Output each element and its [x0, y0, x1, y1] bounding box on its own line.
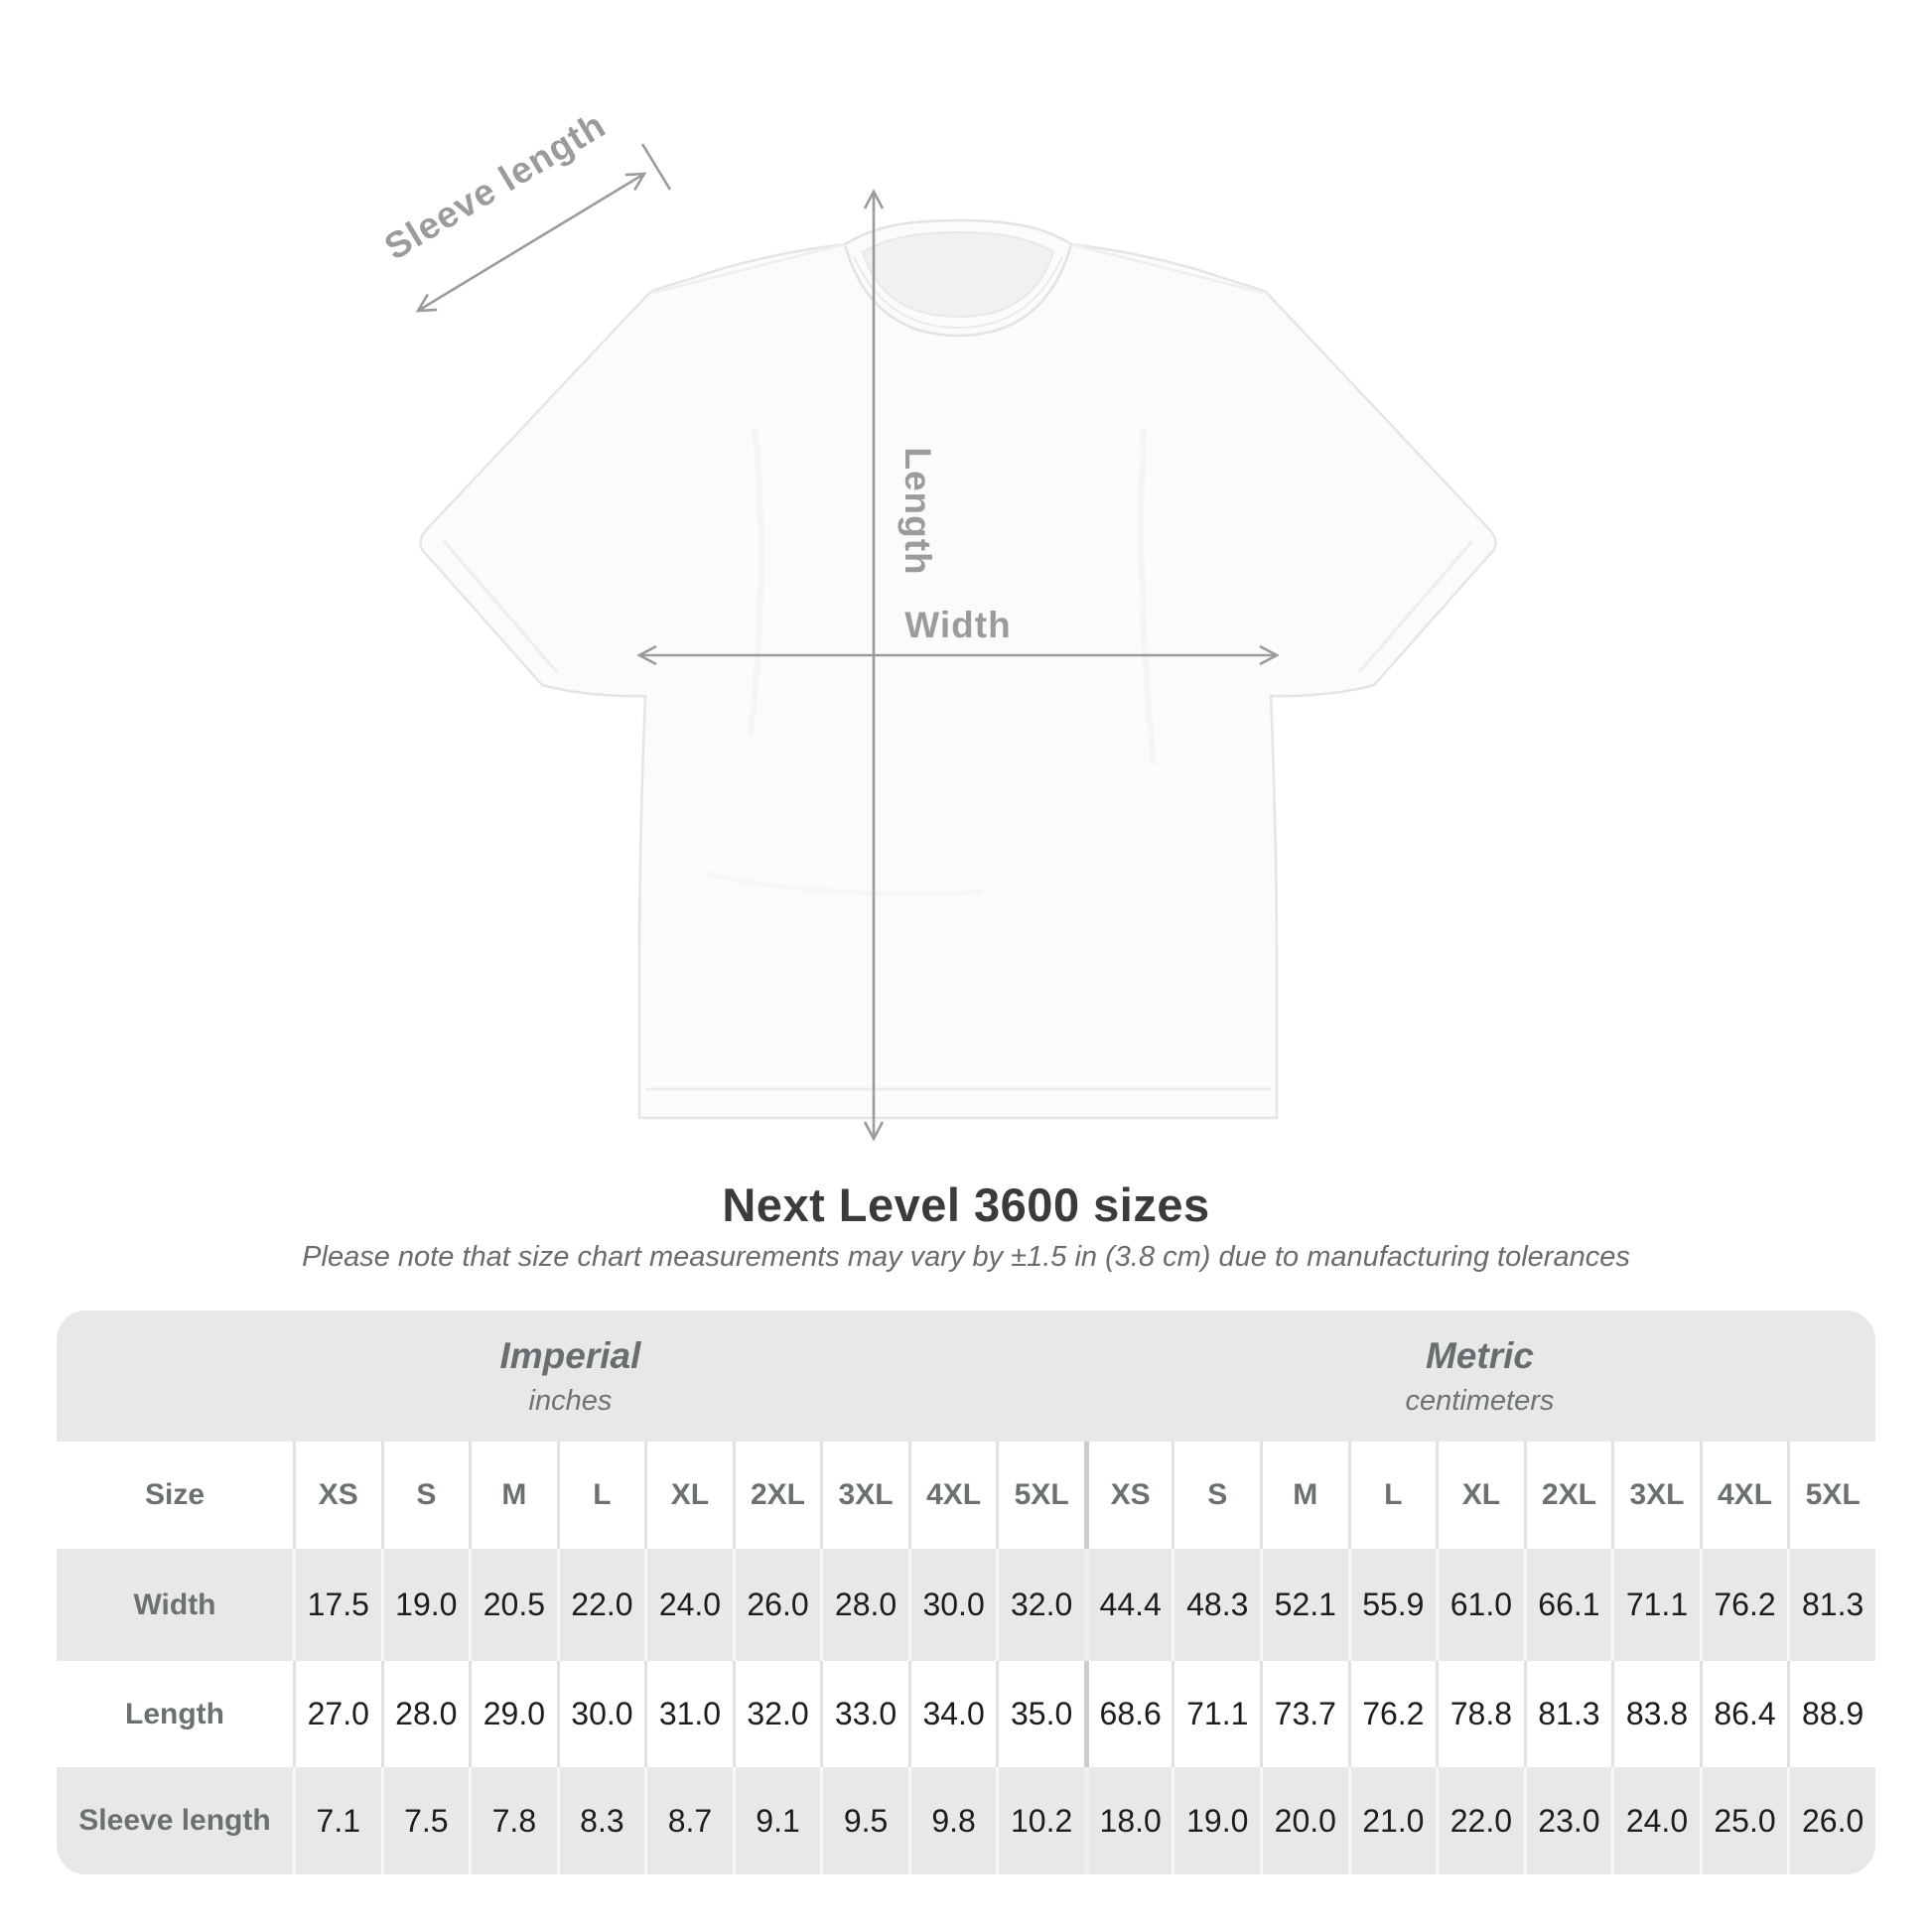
size-col-header: 4XL	[1700, 1442, 1788, 1549]
size-col-header: XS	[293, 1442, 381, 1549]
imperial-label: Imperial	[499, 1334, 641, 1376]
value-cell: 83.8	[1611, 1661, 1700, 1767]
table-row-length	[57, 1661, 1875, 1767]
size-col-header: XL	[1436, 1442, 1524, 1549]
size-col-header: XS	[1084, 1442, 1173, 1549]
value-cell: 18.0	[1084, 1767, 1173, 1874]
value-cell: 76.2	[1348, 1661, 1437, 1767]
value-cell: 52.1	[1260, 1549, 1348, 1661]
value-cell: 7.1	[293, 1767, 381, 1874]
size-col-header: S	[1172, 1442, 1260, 1549]
value-cell: 66.1	[1524, 1549, 1612, 1661]
value-cell: 21.0	[1348, 1767, 1437, 1874]
size-col-header: 5XL	[996, 1442, 1084, 1549]
metric-group-header	[1084, 1311, 1875, 1442]
size-col-header: M	[469, 1442, 557, 1549]
value-cell: 9.1	[733, 1767, 821, 1874]
value-cell: 28.0	[381, 1661, 470, 1767]
size-col-header: 5XL	[1787, 1442, 1875, 1549]
value-cell: 71.1	[1172, 1661, 1260, 1767]
value-cell: 61.0	[1436, 1549, 1524, 1661]
size-col-header: 3XL	[1611, 1442, 1700, 1549]
value-cell: 22.0	[1436, 1767, 1524, 1874]
value-cell: 73.7	[1260, 1661, 1348, 1767]
value-cell: 19.0	[381, 1549, 470, 1661]
value-cell: 8.7	[644, 1767, 733, 1874]
value-cell: 35.0	[996, 1661, 1084, 1767]
page-title: Next Level 3600 sizes	[722, 1178, 1210, 1231]
value-cell: 33.0	[820, 1661, 908, 1767]
value-cell: 22.0	[557, 1549, 645, 1661]
value-cell: 7.8	[469, 1767, 557, 1874]
imperial-unit: inches	[528, 1384, 613, 1417]
value-cell: 30.0	[557, 1661, 645, 1767]
row-label: Sleeve length	[57, 1767, 293, 1874]
value-cell: 81.3	[1524, 1661, 1612, 1767]
value-cell: 19.0	[1172, 1767, 1260, 1874]
imperial-group-header	[57, 1311, 1084, 1442]
value-cell: 27.0	[293, 1661, 381, 1767]
metric-label: Metric	[1425, 1334, 1534, 1376]
value-cell: 88.9	[1787, 1661, 1875, 1767]
value-cell: 78.8	[1436, 1661, 1524, 1767]
value-cell: 31.0	[644, 1661, 733, 1767]
size-col-header: 4XL	[908, 1442, 997, 1549]
value-cell: 26.0	[733, 1549, 821, 1661]
value-cell: 48.3	[1172, 1549, 1260, 1661]
row-label: Length	[57, 1661, 293, 1767]
value-cell: 20.0	[1260, 1767, 1348, 1874]
tolerance-note: Please note that size chart measurements may vary by ±1.5 in (3.8 cm) due to manufacturing tolerances	[302, 1241, 1630, 1273]
value-cell: 9.8	[908, 1767, 997, 1874]
value-cell: 24.0	[644, 1549, 733, 1661]
value-cell: 23.0	[1524, 1767, 1612, 1874]
length-label: Length	[897, 447, 938, 576]
sleeve-dimension-tick	[642, 144, 670, 190]
row-label: Width	[57, 1549, 293, 1661]
size-col-header: 2XL	[733, 1442, 821, 1549]
size-col-header: 3XL	[820, 1442, 908, 1549]
sleeve-length-label: Sleeve length	[377, 103, 613, 268]
value-cell: 7.5	[381, 1767, 470, 1874]
value-cell: 86.4	[1700, 1661, 1788, 1767]
value-cell: 44.4	[1084, 1549, 1173, 1661]
value-cell: 34.0	[908, 1661, 997, 1767]
value-cell: 32.0	[733, 1661, 821, 1767]
value-cell: 24.0	[1611, 1767, 1700, 1874]
size-col-header: M	[1260, 1442, 1348, 1549]
size-col-header: L	[557, 1442, 645, 1549]
value-cell: 20.5	[469, 1549, 557, 1661]
value-cell: 17.5	[293, 1549, 381, 1661]
unit-group-row	[57, 1311, 1875, 1442]
size-col-header: L	[1348, 1442, 1437, 1549]
metric-unit: centimeters	[1405, 1384, 1555, 1417]
value-cell: 8.3	[557, 1767, 645, 1874]
tshirt-graphic	[420, 220, 1495, 1118]
size-col-header: 2XL	[1524, 1442, 1612, 1549]
value-cell: 30.0	[908, 1549, 997, 1661]
table-row-sleeve-length	[57, 1767, 1875, 1874]
size-col-header: XL	[644, 1442, 733, 1549]
value-cell: 29.0	[469, 1661, 557, 1767]
value-cell: 68.6	[1084, 1661, 1173, 1767]
value-cell: 26.0	[1787, 1767, 1875, 1874]
value-cell: 76.2	[1700, 1549, 1788, 1661]
value-cell: 25.0	[1700, 1767, 1788, 1874]
value-cell: 28.0	[820, 1549, 908, 1661]
value-cell: 81.3	[1787, 1549, 1875, 1661]
value-cell: 55.9	[1348, 1549, 1437, 1661]
tshirt-body	[420, 244, 1495, 1118]
size-col-header: S	[381, 1442, 470, 1549]
value-cell: 9.5	[820, 1767, 908, 1874]
size-row-label: Size	[57, 1442, 293, 1549]
value-cell: 32.0	[996, 1549, 1084, 1661]
value-cell: 71.1	[1611, 1549, 1700, 1661]
table-row-width	[57, 1549, 1875, 1661]
width-label: Width	[904, 605, 1012, 645]
value-cell: 10.2	[996, 1767, 1084, 1874]
size-header-row	[57, 1442, 1875, 1549]
size-table	[57, 1311, 1875, 1874]
